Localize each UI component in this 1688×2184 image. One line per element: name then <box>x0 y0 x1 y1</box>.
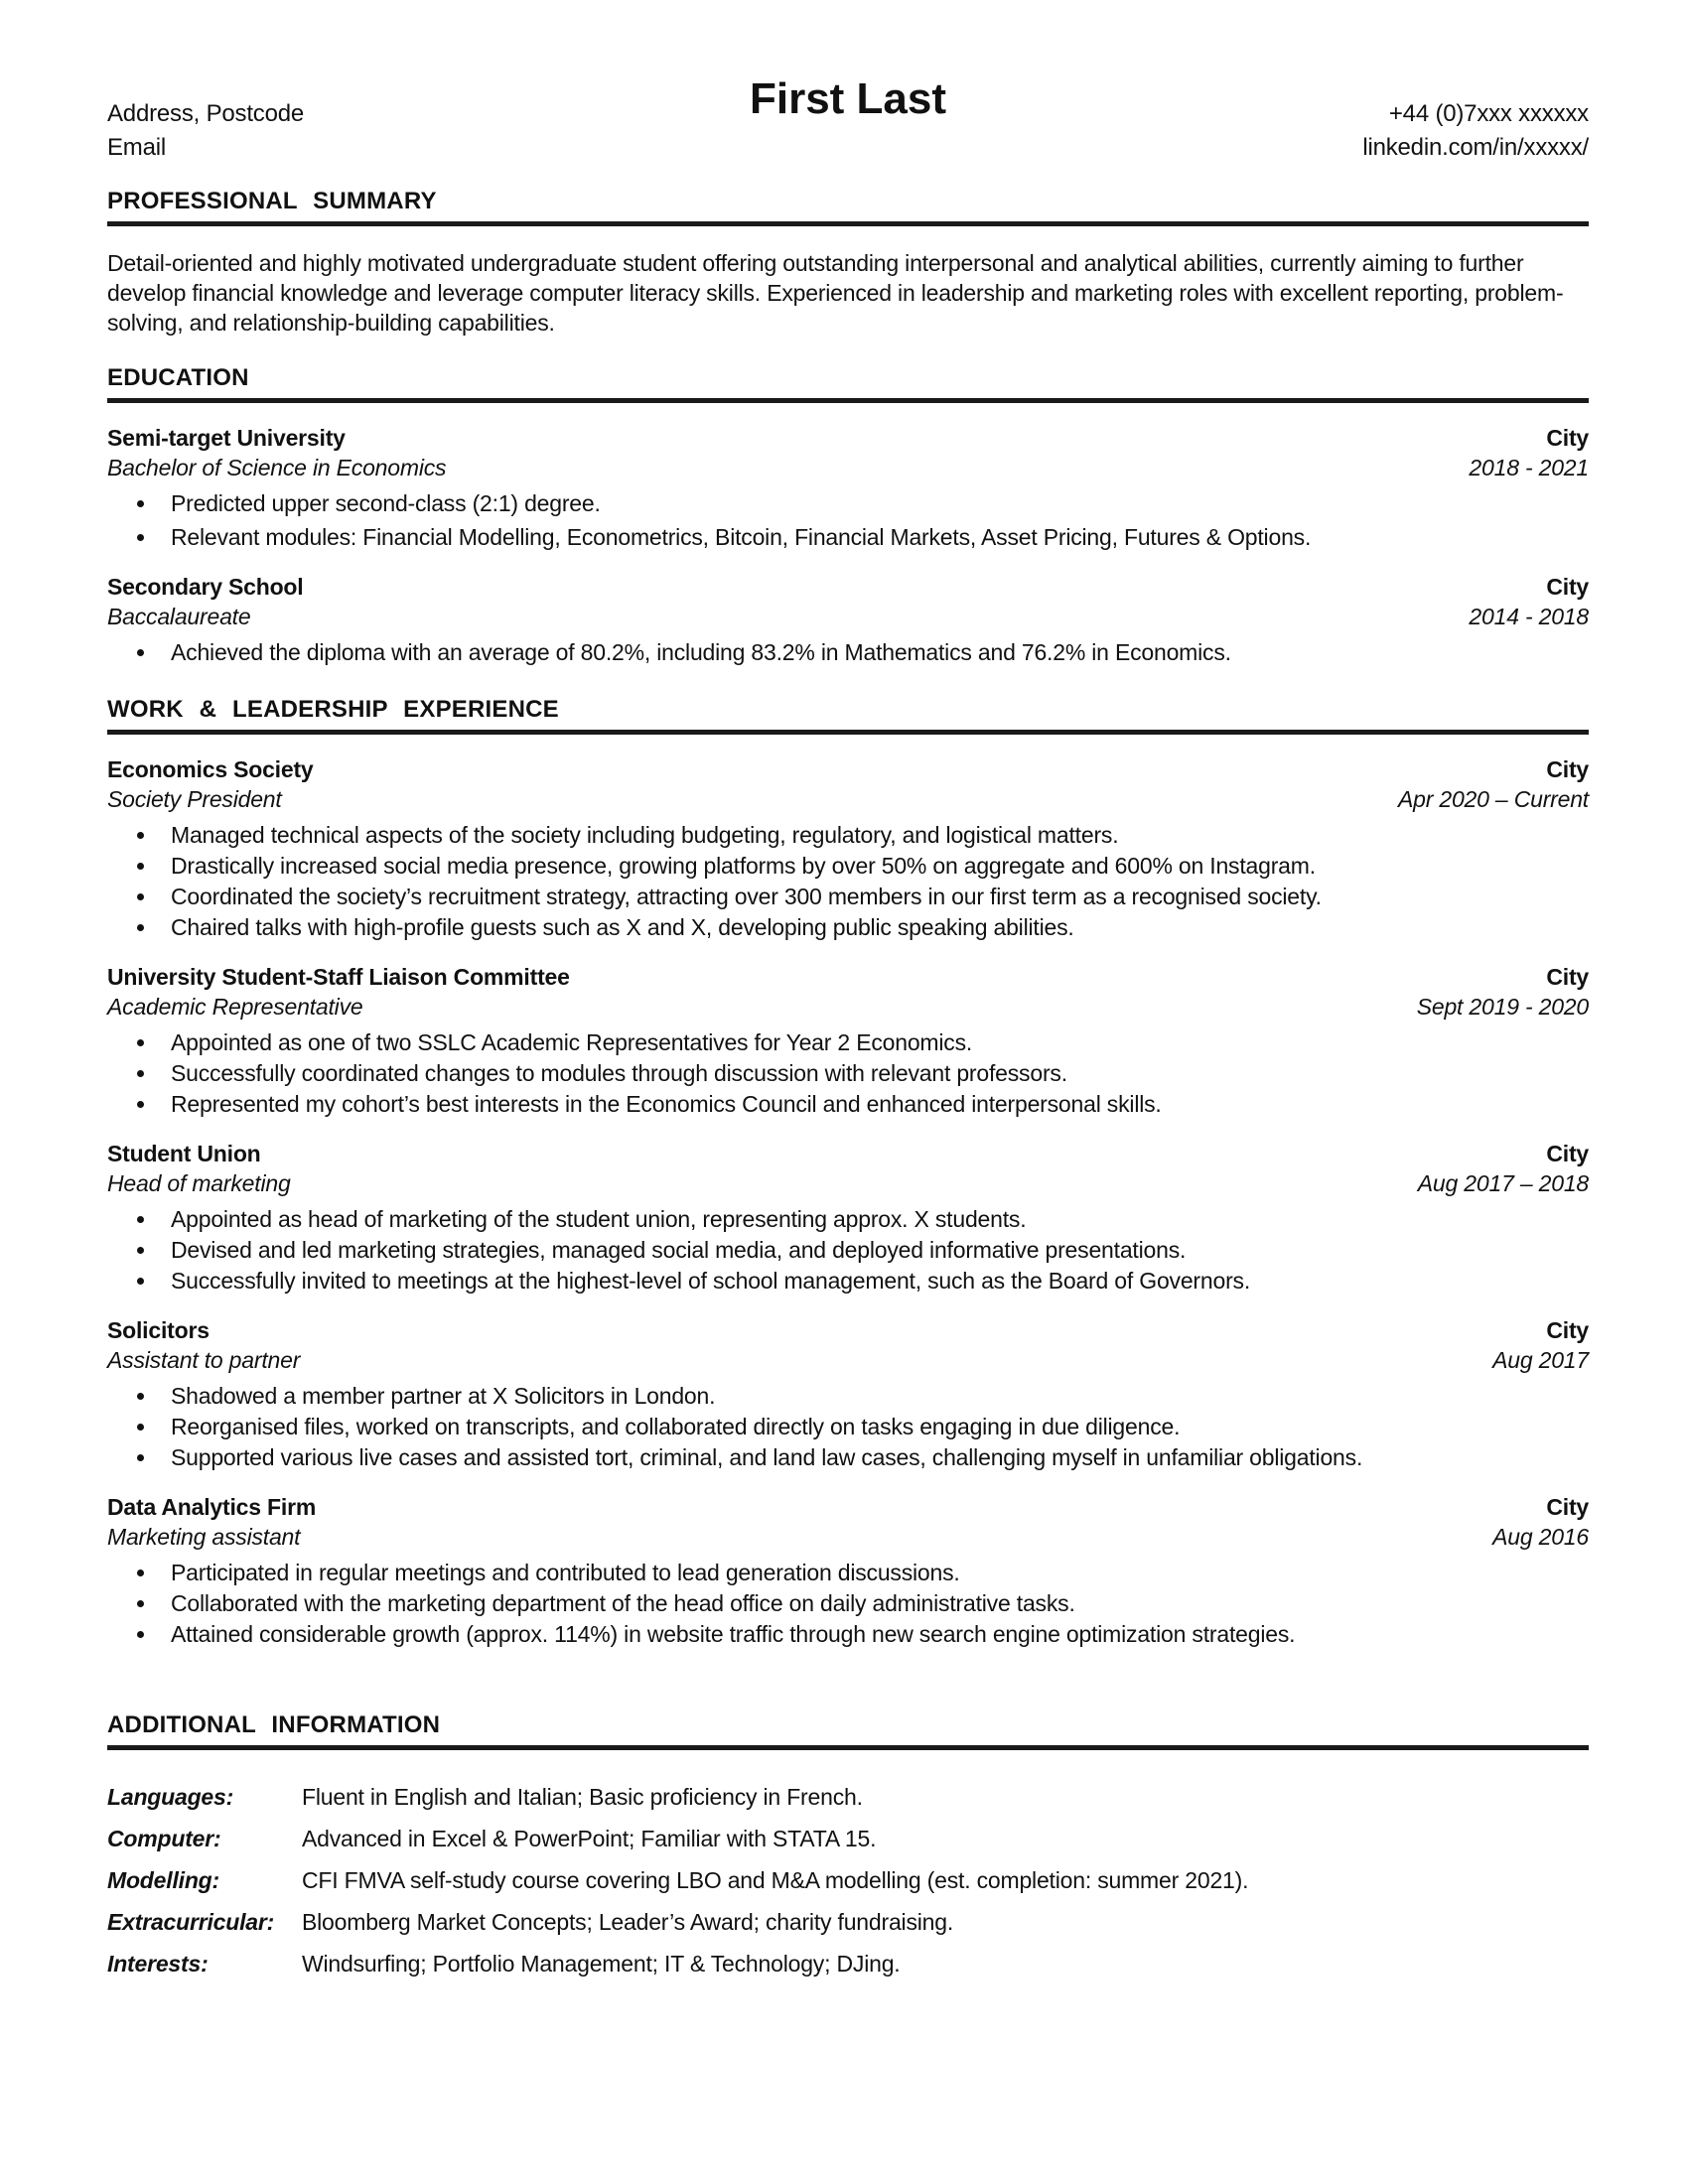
bullet-list <box>107 1558 1589 1649</box>
info-value: Advanced in Excel & PowerPoint; Familiar with STATA 15. <box>302 1826 877 1851</box>
bullet-text: Collaborated with the marketing department of the head office on daily administrative tasks. <box>171 1590 1075 1616</box>
bullet-text: Successfully coordinated changes to modules through discussion with relevant professors. <box>171 1060 1067 1086</box>
entry-location: City <box>1546 1317 1589 1343</box>
experience-entry <box>107 754 1589 942</box>
experience-entry-subtitle-row <box>107 1522 1589 1552</box>
info-row <box>107 1949 1589 1979</box>
bullet-dot-icon <box>137 649 144 656</box>
info-row <box>107 1782 1589 1812</box>
bullet-item <box>107 488 1589 518</box>
role-title: Head of marketing <box>107 1170 291 1196</box>
info-value: Bloomberg Market Concepts; Leader’s Award; charity fundraising. <box>302 1909 954 1935</box>
bullet-text: Coordinated the society’s recruitment strategy, attracting over 300 members in our first term as a recognised society. <box>171 884 1322 909</box>
experience-entry-subtitle-row <box>107 992 1589 1022</box>
experience-entry-subtitle-row <box>107 784 1589 814</box>
education-entry <box>107 572 1589 667</box>
additional-section-title: ADDITIONAL INFORMATION <box>107 1711 441 1738</box>
experience-entries <box>107 754 1589 1649</box>
email-line: Email <box>107 134 167 161</box>
entry-dates: Apr 2020 – Current <box>1397 786 1589 812</box>
bullet-dot-icon <box>137 924 144 931</box>
bullet-item <box>107 1204 1589 1234</box>
education-entry-subtitle-row <box>107 602 1589 631</box>
organization-name: Student Union <box>107 1141 261 1166</box>
entry-location: City <box>1546 964 1589 990</box>
education-entry <box>107 423 1589 552</box>
bullet-dot-icon <box>137 1070 144 1077</box>
experience-entry-title-row <box>107 1139 1589 1168</box>
info-label: Interests: <box>107 1951 209 1977</box>
bullet-list <box>107 637 1589 667</box>
bullet-item <box>107 1588 1589 1618</box>
bullet-text: Shadowed a member partner at X Solicitors in London. <box>171 1383 716 1409</box>
info-row <box>107 1824 1589 1853</box>
bullet-text: Represented my cohort’s best interests in the Economics Council and enhanced interpersonal skills. <box>171 1091 1162 1117</box>
section-divider-rule <box>107 398 1589 403</box>
section-divider-rule <box>107 1745 1589 1750</box>
bullet-text: Achieved the diploma with an average of 80.2%, including 83.2% in Mathematics and 76.2% in Economics. <box>171 639 1231 665</box>
experience-entry <box>107 962 1589 1119</box>
organization-name: Data Analytics Firm <box>107 1494 317 1520</box>
bullet-dot-icon <box>137 863 144 870</box>
institution-name: Secondary School <box>107 574 304 600</box>
bullet-dot-icon <box>137 1600 144 1607</box>
section-education <box>107 365 1589 667</box>
bullet-item <box>107 851 1589 881</box>
bullet-list <box>107 820 1589 942</box>
bullet-text: Managed technical aspects of the society including budgeting, regulatory, and logistical matters. <box>171 822 1119 848</box>
bullet-item <box>107 1058 1589 1088</box>
bullet-dot-icon <box>137 893 144 900</box>
entry-dates: Aug 2017 <box>1492 1347 1589 1373</box>
summary-paragraph: Detail-oriented and highly motivated undergraduate student offering outstanding interpersonal and analytical abilities, currently aiming to further develop financial knowledge and leverage computer literacy skills. Experienced in leadership and marketing roles with excellent reporting, problem-solving, and relationship-building capabilities. <box>107 250 1564 336</box>
experience-entry-subtitle-row <box>107 1168 1589 1198</box>
bullet-item <box>107 1412 1589 1441</box>
bullet-dot-icon <box>137 1454 144 1461</box>
bullet-item <box>107 1235 1589 1265</box>
experience-entry <box>107 1315 1589 1472</box>
experience-entry-title-row <box>107 754 1589 784</box>
phone-line: +44 (0)7xxx xxxxxx <box>1388 100 1589 127</box>
bullet-text: Successfully invited to meetings at the highest-level of school management, such as the Board of Governors. <box>171 1268 1251 1294</box>
additional-info-rows <box>107 1782 1589 1979</box>
bullet-dot-icon <box>137 1247 144 1254</box>
role-title: Society President <box>107 786 282 812</box>
bullet-dot-icon <box>137 1216 144 1223</box>
info-value: Fluent in English and Italian; Basic proficiency in French. <box>302 1784 863 1810</box>
bullet-dot-icon <box>137 832 144 839</box>
bullet-text: Reorganised files, worked on transcripts, and collaborated directly on tasks engaging in due diligence. <box>171 1414 1181 1439</box>
education-entry-title-row <box>107 423 1589 453</box>
bullet-text: Appointed as one of two SSLC Academic Representatives for Year 2 Economics. <box>171 1029 973 1055</box>
info-label: Extracurricular: <box>107 1909 275 1935</box>
bullet-dot-icon <box>137 1039 144 1046</box>
entry-location: City <box>1546 756 1589 782</box>
section-work-leadership-experience <box>107 697 1589 1649</box>
bullet-item <box>107 1442 1589 1472</box>
entry-dates: Sept 2019 - 2020 <box>1416 994 1589 1020</box>
section-professional-summary <box>107 189 1589 338</box>
contact-block-right <box>1362 97 1589 165</box>
info-row <box>107 1907 1589 1937</box>
bullet-text: Supported various live cases and assisted tort, criminal, and land law cases, challenging myself in unfamiliar obligations. <box>171 1444 1363 1470</box>
entry-dates: 2014 - 2018 <box>1469 604 1589 629</box>
bullet-dot-icon <box>137 534 144 541</box>
bullet-list <box>107 1204 1589 1296</box>
info-row <box>107 1865 1589 1895</box>
bullet-item <box>107 522 1589 552</box>
linkedin-line: linkedin.com/in/xxxxx/ <box>1362 134 1589 161</box>
bullet-item <box>107 1089 1589 1119</box>
experience-entry <box>107 1492 1589 1649</box>
bullet-dot-icon <box>137 1570 144 1576</box>
bullet-item <box>107 1558 1589 1587</box>
bullet-item <box>107 882 1589 911</box>
experience-entry-title-row <box>107 1492 1589 1522</box>
bullet-item <box>107 912 1589 942</box>
bullet-text: Devised and led marketing strategies, managed social media, and deployed informative presentations. <box>171 1237 1187 1263</box>
bullet-list <box>107 1027 1589 1119</box>
organization-name: University Student-Staff Liaison Committee <box>107 964 570 990</box>
bullet-text: Appointed as head of marketing of the student union, representing approx. X students. <box>171 1206 1027 1232</box>
experience-entry <box>107 1139 1589 1296</box>
education-entry-subtitle-row <box>107 453 1589 482</box>
experience-entry-title-row <box>107 962 1589 992</box>
entry-dates: Aug 2017 – 2018 <box>1417 1170 1589 1196</box>
info-value: Windsurfing; Portfolio Management; IT & Technology; DJing. <box>302 1951 901 1977</box>
bullet-text: Chaired talks with high-profile guests such as X and X, developing public speaking abilities. <box>171 914 1074 940</box>
experience-entry-subtitle-row <box>107 1345 1589 1375</box>
candidate-name: First Last <box>749 74 947 123</box>
bullet-dot-icon <box>137 1393 144 1400</box>
bullet-item <box>107 1266 1589 1296</box>
education-section-title: EDUCATION <box>107 364 249 391</box>
bullet-item <box>107 1381 1589 1411</box>
info-value: CFI FMVA self-study course covering LBO and M&A modelling (est. completion: summer 2021). <box>302 1867 1249 1893</box>
bullet-list <box>107 1381 1589 1472</box>
entry-location: City <box>1546 1494 1589 1520</box>
bullet-item <box>107 1619 1589 1649</box>
bullet-item <box>107 1027 1589 1057</box>
bullet-dot-icon <box>137 1631 144 1638</box>
bullet-dot-icon <box>137 500 144 507</box>
entry-dates: 2018 - 2021 <box>1469 455 1589 480</box>
entry-location: City <box>1546 1141 1589 1166</box>
entry-dates: Aug 2016 <box>1492 1524 1589 1550</box>
role-title: Assistant to partner <box>107 1347 301 1373</box>
bullet-text: Participated in regular meetings and contributed to lead generation discussions. <box>171 1560 960 1585</box>
degree-name: Bachelor of Science in Economics <box>107 455 447 480</box>
organization-name: Solicitors <box>107 1317 210 1343</box>
bullet-dot-icon <box>137 1101 144 1108</box>
info-label: Languages: <box>107 1784 234 1810</box>
info-label: Modelling: <box>107 1867 219 1893</box>
bullet-text: Predicted upper second-class (2:1) degree. <box>171 490 601 516</box>
role-title: Academic Representative <box>107 994 363 1020</box>
organization-name: Economics Society <box>107 756 314 782</box>
bullet-dot-icon <box>137 1278 144 1285</box>
role-title: Marketing assistant <box>107 1524 301 1550</box>
education-entry-title-row <box>107 572 1589 602</box>
bullet-item <box>107 820 1589 850</box>
experience-entry-title-row <box>107 1315 1589 1345</box>
experience-section-title: WORK & LEADERSHIP EXPERIENCE <box>107 696 559 723</box>
section-divider-rule <box>107 730 1589 735</box>
entry-location: City <box>1546 425 1589 451</box>
education-entries <box>107 423 1589 667</box>
info-label: Computer: <box>107 1826 221 1851</box>
bullet-text: Drastically increased social media presence, growing platforms by over 50% on aggregate and 600% on Instagram. <box>171 853 1316 879</box>
bullet-text: Relevant modules: Financial Modelling, Econometrics, Bitcoin, Financial Markets, Asset Pricing, Futures & Options. <box>171 524 1312 550</box>
summary-section-title: PROFESSIONAL SUMMARY <box>107 188 437 214</box>
institution-name: Semi-target University <box>107 425 346 451</box>
degree-name: Baccalaureate <box>107 604 251 629</box>
resume-header <box>107 75 1589 165</box>
bullet-text: Attained considerable growth (approx. 114%) in website traffic through new search engine optimization strategies. <box>171 1621 1296 1647</box>
bullet-item <box>107 637 1589 667</box>
bullet-dot-icon <box>137 1424 144 1431</box>
section-divider-rule <box>107 221 1589 226</box>
section-additional-information <box>107 1712 1589 1979</box>
address-line: Address, Postcode <box>107 100 305 127</box>
entry-location: City <box>1546 574 1589 600</box>
bullet-list <box>107 488 1589 552</box>
